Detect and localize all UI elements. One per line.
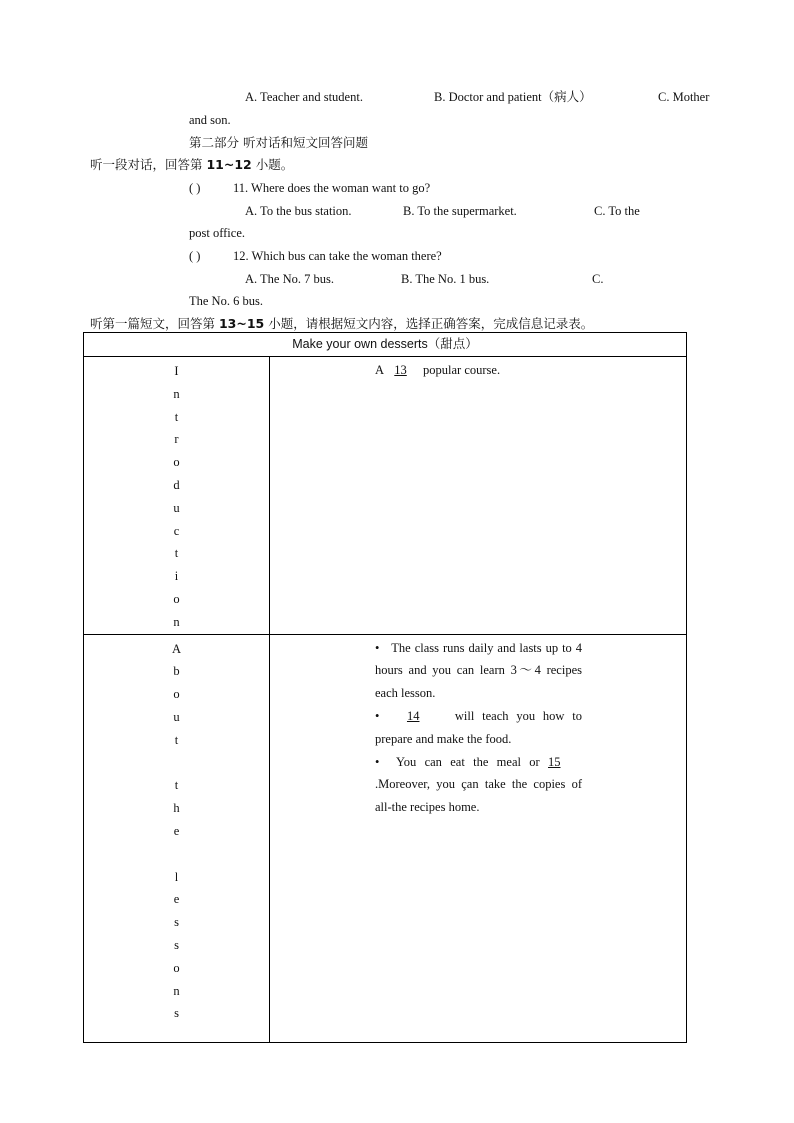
q11-option-b: B. To the supermarket.: [403, 204, 517, 218]
lessons-label-letter: u: [173, 709, 180, 724]
blank-14[interactable]: 14: [406, 708, 420, 723]
info-record-table: [83, 332, 687, 1043]
intro-label-letter: n: [173, 386, 180, 401]
intro-text-post: popular course.: [423, 363, 501, 377]
lessons-label-letter: n: [173, 983, 180, 998]
lesson-details: [375, 637, 582, 819]
bullet-marker: •: [375, 754, 380, 769]
lessons-label-letter: s: [174, 915, 179, 930]
table-title: Make your own desserts（甜点）: [84, 333, 687, 357]
row-label-introduction: [84, 357, 270, 635]
row-content-about-the-lessons: [270, 634, 687, 1042]
blank-13[interactable]: 13: [394, 363, 407, 377]
intro-text-pre: A: [375, 363, 385, 377]
q11-option-a: A. To the bus station.: [245, 204, 352, 218]
row-label-about-the-lessons: [84, 634, 270, 1042]
lessons-label-letter: o: [173, 687, 180, 702]
intro-label-letter: t: [174, 409, 179, 424]
intro-label-letter: c: [173, 523, 180, 538]
part2-title: 第二部分 听对话和短文回答问题: [189, 135, 368, 150]
lessons-label-letter: A: [171, 641, 182, 656]
blank-15[interactable]: 15: [548, 754, 561, 769]
q12-question: 12. Which bus can take the woman there?: [233, 249, 442, 263]
row-content-introduction: [270, 357, 687, 635]
q11-question: 11. Where does the woman want to go?: [233, 181, 431, 195]
q10-option-c: C. Mother: [658, 90, 710, 104]
lessons-label-letter: t: [174, 732, 179, 747]
q10-option-a: A. Teacher and student.: [245, 90, 363, 104]
q12-option-c-continued: The No. 6 bus.: [189, 294, 263, 308]
lessons-label-letter: e: [173, 823, 180, 838]
dialogue-instruction: 听一段对话，回答第 11~12 小题。: [90, 157, 294, 172]
bullet-item-2: • 14 will teach you how to prepare and make the food.: [375, 705, 582, 751]
q11-option-c-continued: post office.: [189, 226, 246, 240]
q12-option-b: B. The No. 1 bus.: [401, 272, 490, 286]
intro-label-letter: r: [174, 432, 179, 447]
intro-label-letter: i: [174, 569, 179, 584]
intro-label-letter: u: [173, 500, 180, 515]
lessons-label-letter: b: [173, 664, 180, 679]
q10-option-b: B. Doctor and patient（病人）: [434, 90, 592, 104]
lessons-label-letter: l: [174, 869, 179, 884]
q12-option-a: A. The No. 7 bus.: [245, 272, 335, 286]
lessons-label-letter: s: [174, 1006, 179, 1021]
intro-label-letter: t: [174, 546, 179, 561]
bullet-item-1: • The class runs daily and lasts up to 4 hours and you can learn 3～4 recipes each lesson.: [375, 640, 583, 701]
lessons-label-letter: e: [173, 892, 180, 907]
bullet-marker: •: [375, 708, 380, 723]
lessons-label-letter: s: [174, 937, 179, 952]
intro-label-letter: o: [173, 455, 180, 470]
intro-label-letter: d: [173, 477, 180, 492]
lessons-label-letter: o: [173, 960, 180, 975]
passage-instruction: 听第一篇短文，回答第 13~15 小题，请根据短文内容，选择正确答案，完成信息记录表。: [90, 316, 594, 331]
intro-label-letter: o: [173, 591, 180, 606]
intro-label-letter: I: [174, 364, 179, 378]
q10-option-c-continued: and son.: [189, 113, 231, 127]
q12-answer-paren[interactable]: ( ): [189, 249, 201, 263]
q11-answer-paren[interactable]: ( ): [189, 181, 201, 195]
q11-option-c: C. To the: [594, 204, 640, 218]
bullet-marker: •: [375, 640, 380, 655]
bullet-item-3: • You can eat the meal or 15.Moreover, you çan take the copies of all-the recipes home.: [375, 751, 582, 819]
q12-option-c: C.: [592, 272, 604, 286]
intro-label-letter: n: [173, 614, 180, 629]
lessons-label-letter: t: [174, 778, 179, 793]
lessons-label-letter: h: [173, 801, 180, 816]
